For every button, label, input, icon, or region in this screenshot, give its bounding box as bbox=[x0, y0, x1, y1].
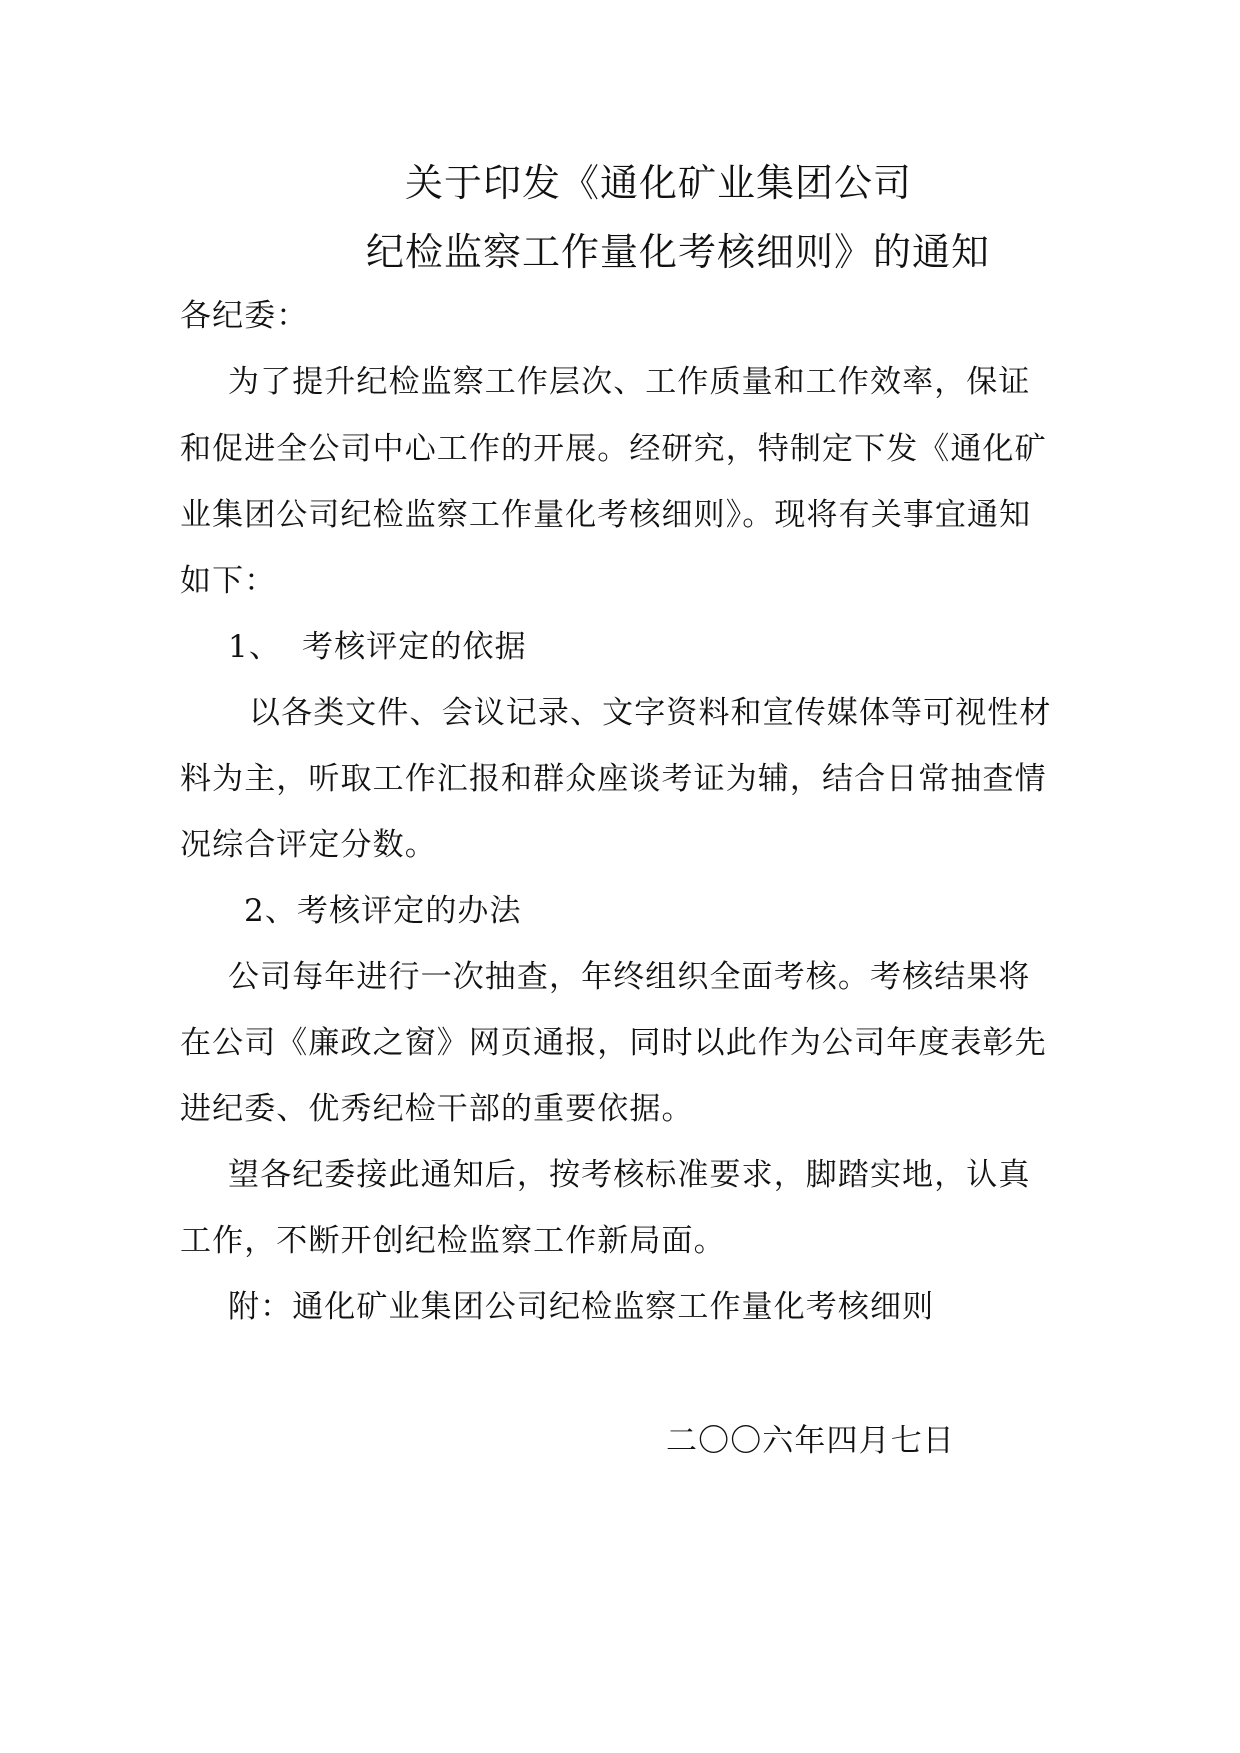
paragraph-1-line-1: 为了提升纪检监察工作层次、工作质量和工作效率，保证 bbox=[228, 364, 1031, 400]
paragraph-1-line-4: 如下： bbox=[180, 563, 277, 599]
section-1-body-line-2: 料为主，听取工作汇报和群众座谈考证为辅，结合日常抽查情 bbox=[180, 761, 1047, 797]
section-2-body-line-1: 公司每年进行一次抽查，年终组织全面考核。考核结果将 bbox=[228, 959, 1031, 995]
section-1-body-line-3: 况综合评定分数。 bbox=[180, 827, 437, 863]
section-2-body-line-3: 进纪委、优秀纪检干部的重要依据。 bbox=[180, 1091, 694, 1127]
document-date: 二〇〇六年四月七日 bbox=[666, 1423, 955, 1459]
paragraph-1-line-3: 业集团公司纪检监察工作量化考核细则》。现将有关事宜通知 bbox=[180, 497, 1032, 533]
section-1-heading: 考核评定的依据 bbox=[302, 629, 527, 665]
document-title-line-2: 纪检监察工作量化考核细则》的通知 bbox=[366, 230, 991, 274]
section-2-body-line-2: 在公司《廉政之窗》网页通报，同时以此作为公司年度表彰先 bbox=[180, 1025, 1047, 1061]
section-2-heading: 2、考核评定的办法 bbox=[244, 893, 522, 929]
paragraph-1-line-2: 和促进全公司中心工作的开展。经研究，特制定下发《通化矿 bbox=[180, 431, 1047, 467]
document-title-line-1: 关于印发《通化矿业集团公司 bbox=[405, 161, 913, 205]
salutation: 各纪委： bbox=[180, 298, 309, 334]
closing-paragraph-line-2: 工作，不断开创纪检监察工作新局面。 bbox=[180, 1223, 726, 1259]
closing-paragraph-line-1: 望各纪委接此通知后，按考核标准要求，脚踏实地，认真 bbox=[228, 1157, 1031, 1193]
section-1-body-line-1: 以各类文件、会议记录、文字资料和宣传媒体等可视性材 bbox=[249, 695, 1052, 731]
section-1-number: 1、 bbox=[228, 629, 281, 665]
attachment-note: 附：通化矿业集团公司纪检监察工作量化考核细则 bbox=[228, 1289, 935, 1325]
